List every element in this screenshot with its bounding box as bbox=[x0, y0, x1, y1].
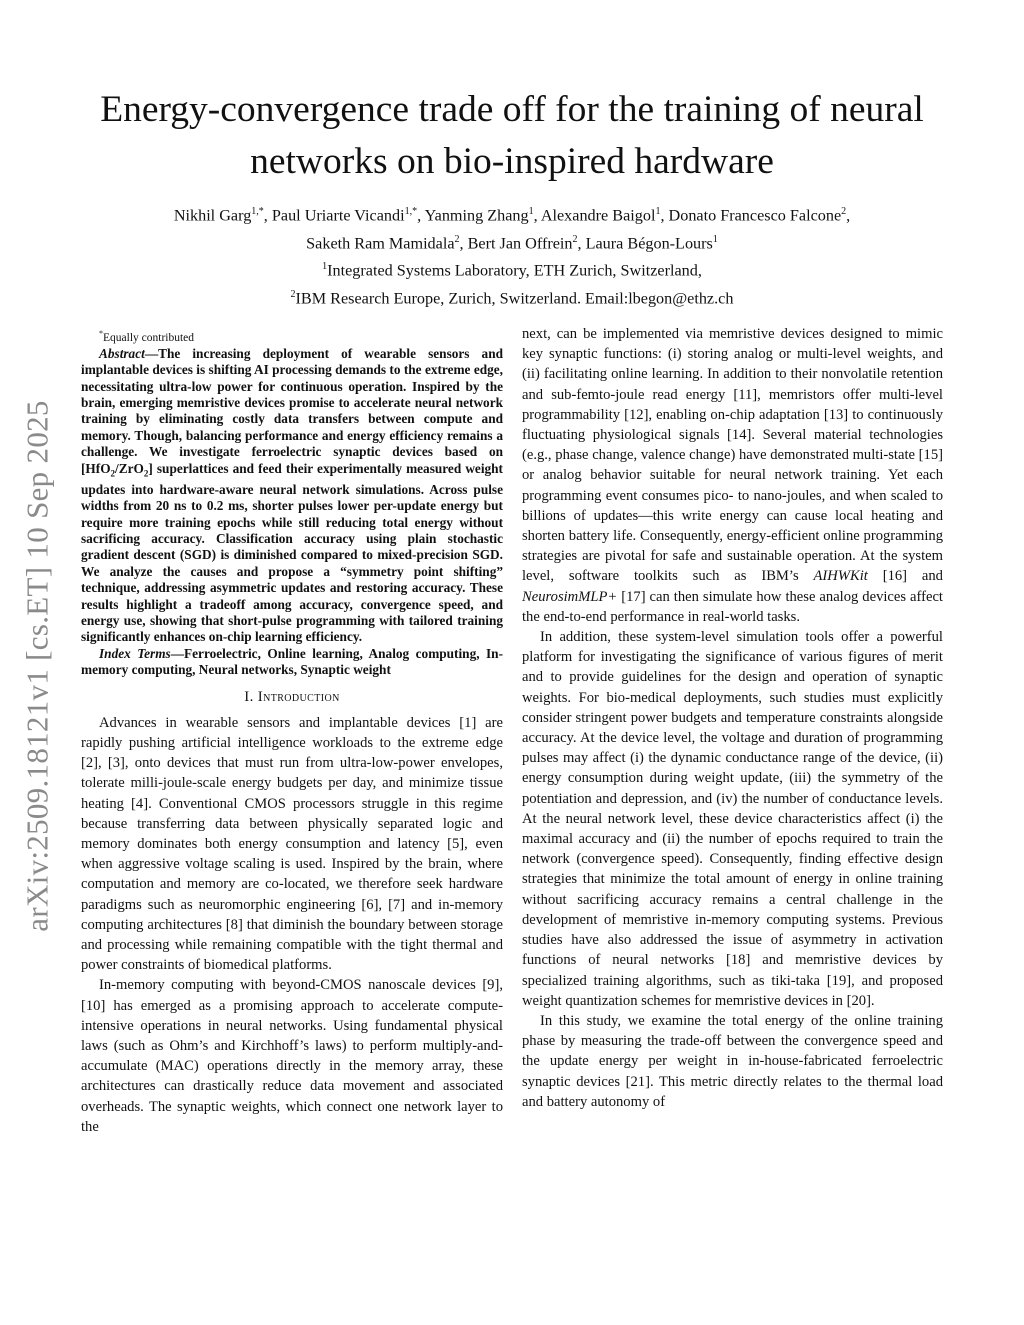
paper-title: Energy-convergence trade off for the training of neural networks on bio-inspired hardware bbox=[100, 89, 924, 182]
author-name: Alexandre Baigol bbox=[540, 206, 656, 225]
body-paragraph: In-memory computing with beyond-CMOS nanoscale devices [9], [10] has emerged as a promising approach to accelerate compute-intensive operations in neural networks. Using fundamental physical laws (such as Ohm’s and Kirchhoff’s laws) to perform multiply-and-accumulate (MAC) operations directly in the memory array, these architectures can drastically reduce data movement and associated overheads. The synaptic weights, which connect one network layer to the bbox=[81, 977, 503, 1135]
body-paragraph: In addition, these system-level simulation tools offer a powerful platform for investigating the significance of various figures of merit and to provide guidelines for the design and operation of synaptic weights. For bio-medical deployments, such studies must explicitly consider stringent power budgets and temperature constraints alongside accuracy. At the device level, the voltage and duration of programming pulses may affect (i) the dynamic conductance range of the device, (ii) energy consumption during weight update, (iii) the symmetry of the potentiation and depression, and (iv) the number of conductance levels. At the neural network level, these device characteristics affect (i) the maximal accuracy and (ii) the number of epochs required to train the network (convergence speed). Consequently, finding effective design strategies that minimize the total amount of energy in online training without sacrificing accuracy remains a central challenge in the development of memristive in-memory computing systems. Previous studies have also addressed the issue of asymmetry in activation functions of neural networks [18] and memristive devices by specialized training algorithms, such as tiki-taka [19], and proposed weight quantization schemes for memristive devices in [20]. bbox=[522, 629, 943, 1009]
author-list-line-2: Saketh Ram Mamidala$^2$, Bert Jan Offrein$^2$, Laura Bégon-Lours$^1$ bbox=[306, 233, 718, 253]
left-column bbox=[81, 326, 503, 1137]
author-list-line-1: Nikhil Garg$^{1,*}$, Paul Uriarte Vicandi$^{1,*}$, Yanming Zhang$^1$, Alexandre Baigol$^1$, Donato Francesco Falcone$^2$, bbox=[173, 206, 851, 225]
body-paragraph: Advances in wearable sensors and implantable devices [1] are rapidly pushing artificial intelligence workloads to the extreme edge [2], [3], onto devices that must run from ultra-low-power envelopes, tolerate milli-joule-scale energy budgets per day, and minimize tissue heating [4]. Conventional CMOS processors struggle in this regime because transferring data between physically separated logic and memory dominates both energy consumption and latency [5], even when aggressive voltage scaling is used. Inspired by the brain, where computation and memory are co-located, we therefore seek hardware paradigms such as neuromorphic engineering [6], [7] and in-memory computing architectures [8] that diminish the boundary between storage and processing while remaining compatible with the tight thermal and power constraints of biomedical platforms. bbox=[81, 714, 503, 974]
body-paragraph: next, can be implemented via memristive devices designed to mimic key synaptic functions: (i) storing analog or multi-level weights, and (ii) facilitating online learning. In addition to their nonvolatile retention and sub-femto-joule read energy [11], memristors offer multi-level programmability [12], enabling on-chip adaptation [13] to continuously fluctuating physiological signals [14]. Several material technologies (e.g., phase change, valence change) have demonstrated multi-state [15] or analog behavior suitable for neural network training. Yet each programming event consumes pico- to nano-joules, and when scaled to billions of updates—this write energy can cause local heating and shorten battery life. Consequently, energy-efficient online programming strategies are pivotal for safe and sustainable operation. At the system level, software toolkits such as IBM’s AIHWKit [16] and NeurosimMLP+ [17] can then simulate how these analog devices affect the end-to-end performance in real-world tasks. bbox=[522, 326, 943, 625]
author-name: Paul Uriarte Vicandi bbox=[271, 206, 405, 225]
affiliation: $^2$IBM Research Europe, Zurich, Switzerland. Email:lbegon@ethz.ch bbox=[290, 289, 734, 308]
abstract: Abstract—The increasing deployment of wearable sensors and implantable devices is shifting AI processing demands to the extreme edge, necessitating ultra-low power for continuous operation. Inspired by the brain, emerging memristive devices promise to accelerate neural network training by eliminating costly data transfers between compute and memory. Though, balancing performance and energy efficiency remains a challenge. We investigate ferroelectric synaptic devices based on [HfO$_2$/ZrO$_2$] superlattices and feed their experimentally measured weight updates into hardware-aware neural network simulations. Across pulse widths from 20 ns to 0.2 ms, shorter pulses lower per-update energy but require more training epochs while still reducing total energy without sacrificing accuracy. Classification accuracy using plain stochastic gradient descent (SGD) is diminished compared to mixed-precision SGD. We analyze the causes and propose a “symmetry point shifting” technique, addressing asymmetric updates and restoring accuracy. These results highlight a tradeoff among accuracy, convergence speed, and energy use, showing that short-pulse programming with tailored training significantly enhances on-chip learning efficiency. bbox=[81, 345, 503, 645]
author-name: Donato Francesco Falcone bbox=[668, 206, 842, 225]
author-name: Bert Jan Offrein bbox=[467, 234, 573, 253]
author-block bbox=[80, 200, 944, 311]
arxiv-identifier: arXiv:2509.18121v1 [cs.ET] 10 Sep 2025 bbox=[20, 400, 55, 932]
author-name: Nikhil Garg bbox=[173, 206, 252, 225]
affiliation: $^1$Integrated Systems Laboratory, ETH Zurich, Switzerland, bbox=[322, 261, 702, 280]
right-column bbox=[522, 324, 943, 1112]
index-terms: Index Terms—Ferroelectric, Online learning, Analog computing, In-memory computing, Neural networks, Synaptic weight bbox=[81, 645, 503, 678]
body-paragraph: In this study, we examine the total energy of the online training phase by measuring the trade-off between the convergence speed and the update energy per weight in in-house-fabricated ferroelectric synaptic devices [21]. This metric directly relates to the thermal load and battery autonomy of bbox=[522, 1012, 943, 1110]
author-name: Laura Bégon-Lours bbox=[585, 234, 713, 253]
equal-contribution-footnote: *Equally contributed bbox=[99, 329, 195, 344]
author-name: Saketh Ram Mamidala bbox=[306, 234, 455, 253]
author-name: Yanming Zhang bbox=[424, 206, 529, 225]
section-heading: I. Introduction bbox=[244, 688, 340, 705]
